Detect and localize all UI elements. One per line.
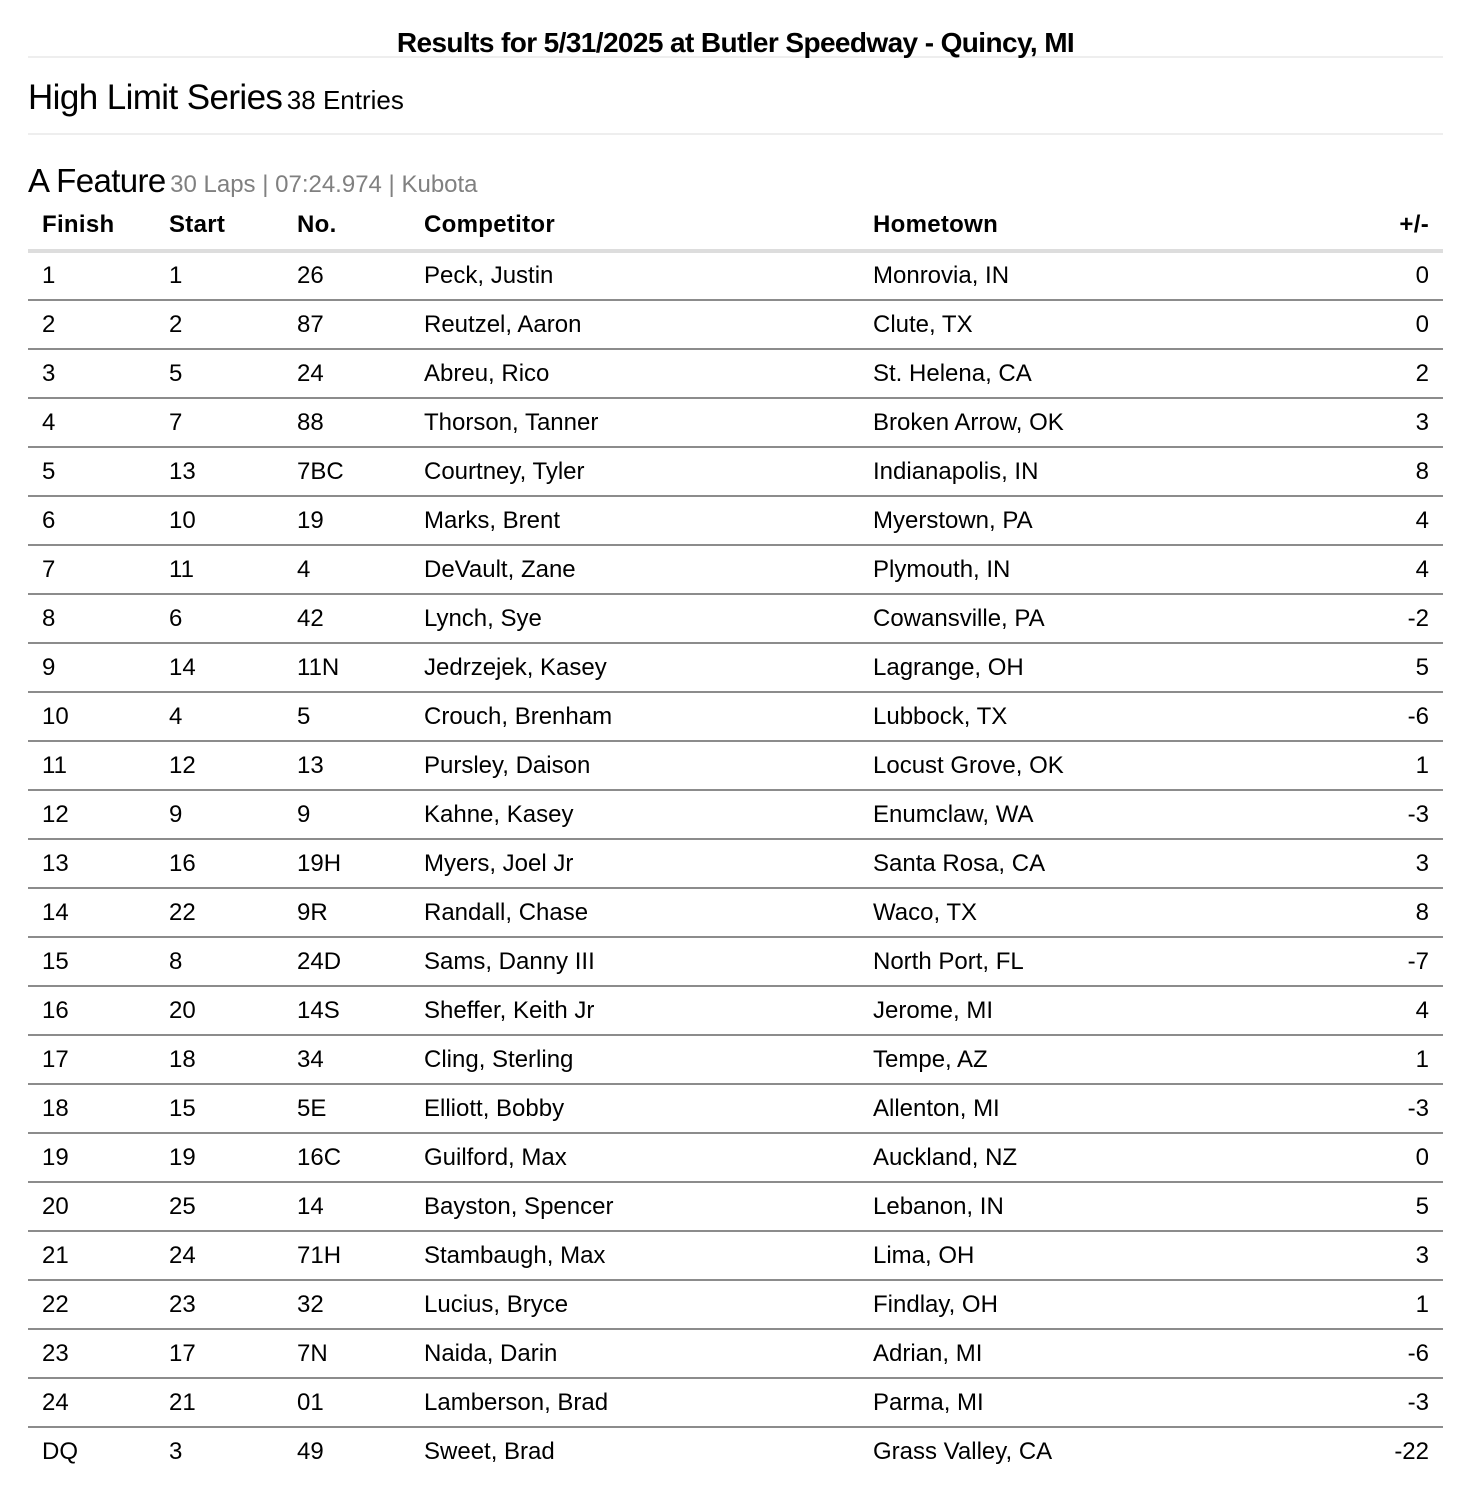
cell-finish: 16 [28,986,155,1035]
cell-finish: 6 [28,496,155,545]
cell-hometown: Allenton, MI [859,1084,1309,1133]
table-row [28,1378,1443,1427]
cell-position-change: 3 [1309,1231,1443,1280]
cell-car-number: 9 [283,790,410,839]
cell-hometown: Cowansville, PA [859,594,1309,643]
series-name: High Limit Series [28,78,283,117]
cell-competitor: Sams, Danny III [410,937,859,986]
table-row [28,251,1443,300]
cell-car-number: 16C [283,1133,410,1182]
cell-car-number: 34 [283,1035,410,1084]
cell-position-change: -3 [1309,790,1443,839]
cell-hometown: Clute, TX [859,300,1309,349]
cell-finish: 10 [28,692,155,741]
cell-competitor: Naida, Darin [410,1329,859,1378]
cell-start: 5 [155,349,283,398]
cell-hometown: Enumclaw, WA [859,790,1309,839]
series-header [28,58,1443,135]
cell-start: 12 [155,741,283,790]
header-position-change: +/- [1309,201,1443,251]
cell-position-change: 1 [1309,1280,1443,1329]
cell-finish: 14 [28,888,155,937]
cell-start: 25 [155,1182,283,1231]
results-table-body [28,251,1443,1476]
cell-finish: 15 [28,937,155,986]
cell-position-change: 3 [1309,839,1443,888]
cell-competitor: Thorson, Tanner [410,398,859,447]
cell-car-number: 87 [283,300,410,349]
cell-position-change: 0 [1309,1133,1443,1182]
cell-finish: 11 [28,741,155,790]
cell-finish: 17 [28,1035,155,1084]
cell-position-change: 4 [1309,496,1443,545]
table-row [28,1084,1443,1133]
cell-hometown: Auckland, NZ [859,1133,1309,1182]
cell-position-change: 1 [1309,1035,1443,1084]
cell-hometown: Santa Rosa, CA [859,839,1309,888]
cell-position-change: 4 [1309,986,1443,1035]
cell-start: 6 [155,594,283,643]
cell-start: 17 [155,1329,283,1378]
cell-start: 23 [155,1280,283,1329]
cell-car-number: 71H [283,1231,410,1280]
cell-car-number: 01 [283,1378,410,1427]
cell-competitor: Bayston, Spencer [410,1182,859,1231]
cell-car-number: 32 [283,1280,410,1329]
cell-car-number: 14S [283,986,410,1035]
cell-hometown: Tempe, AZ [859,1035,1309,1084]
table-row [28,1035,1443,1084]
cell-car-number: 26 [283,251,410,300]
cell-hometown: North Port, FL [859,937,1309,986]
cell-finish: 21 [28,1231,155,1280]
series-entries-count: 38 Entries [286,85,404,115]
cell-car-number: 24D [283,937,410,986]
table-row [28,1427,1443,1476]
cell-car-number: 5 [283,692,410,741]
cell-start: 9 [155,790,283,839]
cell-finish: 2 [28,300,155,349]
cell-start: 7 [155,398,283,447]
cell-start: 20 [155,986,283,1035]
cell-position-change: -6 [1309,692,1443,741]
cell-hometown: Lima, OH [859,1231,1309,1280]
cell-position-change: 2 [1309,349,1443,398]
header-hometown: Hometown [859,201,1309,251]
results-table [28,201,1443,1476]
table-row [28,496,1443,545]
cell-car-number: 88 [283,398,410,447]
cell-competitor: Stambaugh, Max [410,1231,859,1280]
cell-car-number: 14 [283,1182,410,1231]
cell-competitor: Sheffer, Keith Jr [410,986,859,1035]
cell-competitor: Jedrzejek, Kasey [410,643,859,692]
cell-position-change: 0 [1309,300,1443,349]
cell-competitor: Peck, Justin [410,251,859,300]
table-row [28,398,1443,447]
feature-name: A Feature [28,162,166,199]
cell-car-number: 5E [283,1084,410,1133]
cell-start: 16 [155,839,283,888]
cell-hometown: Monrovia, IN [859,251,1309,300]
cell-start: 13 [155,447,283,496]
cell-competitor: Randall, Chase [410,888,859,937]
cell-position-change: -6 [1309,1329,1443,1378]
cell-position-change: 1 [1309,741,1443,790]
cell-start: 22 [155,888,283,937]
cell-hometown: Waco, TX [859,888,1309,937]
cell-car-number: 7BC [283,447,410,496]
table-row [28,790,1443,839]
cell-position-change: 8 [1309,888,1443,937]
cell-position-change: 5 [1309,1182,1443,1231]
cell-car-number: 4 [283,545,410,594]
table-row [28,741,1443,790]
cell-position-change: 8 [1309,447,1443,496]
cell-car-number: 7N [283,1329,410,1378]
table-row [28,447,1443,496]
cell-position-change: -3 [1309,1378,1443,1427]
cell-hometown: Broken Arrow, OK [859,398,1309,447]
cell-finish: 19 [28,1133,155,1182]
cell-finish: 8 [28,594,155,643]
cell-start: 21 [155,1378,283,1427]
feature-header [28,161,1443,201]
cell-hometown: Lagrange, OH [859,643,1309,692]
cell-hometown: Indianapolis, IN [859,447,1309,496]
cell-car-number: 49 [297,1438,324,1465]
cell-finish: 7 [28,545,155,594]
cell-position-change: 4 [1309,545,1443,594]
cell-finish: 12 [28,790,155,839]
cell-start: 2 [155,300,283,349]
table-row [28,888,1443,937]
cell-start: 4 [155,692,283,741]
cell-position-change: -7 [1309,937,1443,986]
cell-hometown: Jerome, MI [859,986,1309,1035]
cell-start: 1 [155,251,283,300]
table-row [28,349,1443,398]
cell-start: 3 [169,1438,183,1465]
cell-hometown: Lebanon, IN [859,1182,1309,1231]
cell-competitor: Marks, Brent [410,496,859,545]
cell-finish: 4 [28,398,155,447]
table-row [28,1133,1443,1182]
table-row [28,594,1443,643]
cell-car-number: 9R [283,888,410,937]
table-row [28,1231,1443,1280]
cell-finish: DQ [42,1438,78,1465]
cell-finish: 13 [28,839,155,888]
cell-finish: 1 [28,251,155,300]
cell-car-number: 19 [283,496,410,545]
cell-start: 24 [155,1231,283,1280]
cell-hometown: St. Helena, CA [859,349,1309,398]
cell-car-number: 42 [283,594,410,643]
cell-hometown: Plymouth, IN [859,545,1309,594]
table-row [28,300,1443,349]
cell-finish: 22 [28,1280,155,1329]
cell-hometown: Lubbock, TX [859,692,1309,741]
cell-finish: 20 [28,1182,155,1231]
cell-competitor: Lucius, Bryce [410,1280,859,1329]
cell-hometown: Grass Valley, CA [873,1438,1053,1465]
table-row [28,545,1443,594]
report-title: Results for 5/31/2025 at Butler Speedway - Quincy, MI [28,0,1443,58]
cell-competitor: Myers, Joel Jr [410,839,859,888]
cell-car-number: 11N [283,643,410,692]
cell-competitor: Guilford, Max [410,1133,859,1182]
cell-position-change: -3 [1309,1084,1443,1133]
table-row [28,839,1443,888]
table-header-row [28,201,1443,251]
cell-competitor: Cling, Sterling [410,1035,859,1084]
table-row [28,643,1443,692]
table-row [28,1280,1443,1329]
cell-start: 15 [155,1084,283,1133]
cell-hometown: Adrian, MI [859,1329,1309,1378]
cell-start: 8 [155,937,283,986]
cell-finish: 18 [28,1084,155,1133]
cell-start: 11 [155,545,283,594]
cell-car-number: 19H [283,839,410,888]
cell-hometown: Myerstown, PA [859,496,1309,545]
cell-position-change: -22 [1394,1438,1429,1465]
cell-competitor: Elliott, Bobby [410,1084,859,1133]
header-number: No. [283,201,410,251]
cell-hometown: Parma, MI [859,1378,1309,1427]
cell-finish: 23 [28,1329,155,1378]
table-row [28,1182,1443,1231]
cell-position-change: -2 [1309,594,1443,643]
cell-competitor: Crouch, Brenham [410,692,859,741]
cell-competitor: Abreu, Rico [410,349,859,398]
cell-start: 10 [155,496,283,545]
header-finish: Finish [28,201,155,251]
cell-position-change: 0 [1309,251,1443,300]
table-row [28,1329,1443,1378]
cell-start: 19 [155,1133,283,1182]
cell-competitor: Sweet, Brad [424,1438,555,1465]
cell-competitor: Kahne, Kasey [410,790,859,839]
cell-position-change: 3 [1309,398,1443,447]
cell-position-change: 5 [1309,643,1443,692]
header-start: Start [155,201,283,251]
table-row [28,937,1443,986]
cell-competitor: DeVault, Zane [410,545,859,594]
cell-start: 18 [155,1035,283,1084]
cell-car-number: 24 [283,349,410,398]
cell-finish: 9 [28,643,155,692]
cell-competitor: Lynch, Sye [410,594,859,643]
cell-hometown: Findlay, OH [859,1280,1309,1329]
table-row [28,692,1443,741]
table-row [28,986,1443,1035]
cell-hometown: Locust Grove, OK [859,741,1309,790]
cell-competitor: Pursley, Daison [410,741,859,790]
results-page [28,0,1443,1476]
cell-competitor: Lamberson, Brad [410,1378,859,1427]
cell-finish: 5 [28,447,155,496]
header-competitor: Competitor [410,201,859,251]
feature-meta: 30 Laps | 07:24.974 | Kubota [170,171,478,198]
cell-competitor: Courtney, Tyler [410,447,859,496]
cell-car-number: 13 [283,741,410,790]
cell-start: 14 [155,643,283,692]
cell-finish: 3 [28,349,155,398]
cell-finish: 24 [28,1378,155,1427]
cell-competitor: Reutzel, Aaron [410,300,859,349]
